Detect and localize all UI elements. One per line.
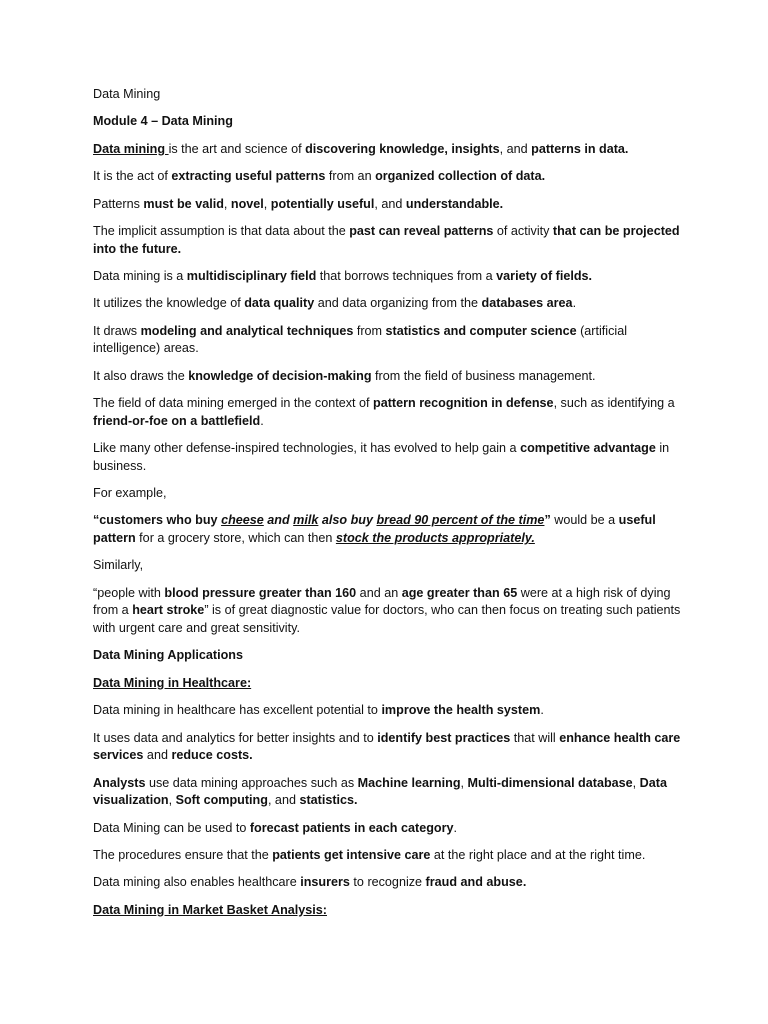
paragraph <box>93 168 683 186</box>
text-run: age greater than 65 <box>401 585 518 600</box>
paragraph <box>93 512 683 547</box>
paragraph <box>93 702 683 720</box>
text-run: , <box>168 793 176 808</box>
text-run: Data visualization <box>93 775 667 808</box>
text-run: It also draws the <box>93 368 189 383</box>
text-run: , <box>460 775 468 790</box>
text-run: . <box>260 413 264 428</box>
paragraph <box>93 874 683 892</box>
text-run: from <box>353 323 386 338</box>
paragraph <box>93 323 683 358</box>
paragraph <box>93 675 683 693</box>
paragraph <box>93 86 683 104</box>
text-run: that borrows techniques from a <box>316 268 497 283</box>
paragraph <box>93 268 683 286</box>
text-run: of activity <box>493 223 553 238</box>
text-run: in business. <box>93 441 670 473</box>
text-run: enhance health care services <box>93 730 681 763</box>
paragraph <box>93 485 683 503</box>
text-run: . <box>453 820 457 835</box>
paragraph <box>93 440 683 475</box>
text-run: Data Mining Applications <box>93 648 243 663</box>
text-run: understandable. <box>405 196 504 211</box>
text-run: , and <box>374 196 406 211</box>
text-run: useful pattern <box>93 513 656 546</box>
text-run: , such as identifying a <box>553 396 675 411</box>
text-run: discovering knowledge, insights <box>305 141 500 156</box>
text-run: bread 90 percent of the time <box>376 513 545 528</box>
text-run: databases area <box>481 296 573 311</box>
text-run: potentially useful <box>270 196 375 211</box>
text-run: It is the act of <box>93 169 172 184</box>
paragraph <box>93 141 683 159</box>
text-run: must be valid <box>143 196 224 211</box>
text-run: and <box>143 748 172 763</box>
text-run: Patterns <box>93 196 144 211</box>
text-run: friend-or-foe on a battlefield <box>93 413 261 428</box>
text-run: organized collection of data. <box>375 169 546 184</box>
text-run: Like many other defense-inspired technologies, it has evolved to help gain a <box>93 441 521 456</box>
text-run: fraud and abuse. <box>425 875 527 890</box>
paragraph <box>93 730 683 765</box>
text-run: heart stroke <box>132 603 205 618</box>
text-run: from an <box>325 169 376 184</box>
text-run: cheese <box>221 513 264 528</box>
text-run: and <box>263 513 294 528</box>
paragraph <box>93 223 683 258</box>
text-run: (artificial intelligence) areas. <box>93 323 627 356</box>
text-run: would be a <box>550 513 619 528</box>
paragraph <box>93 847 683 865</box>
text-run: modeling and analytical techniques <box>140 323 354 338</box>
text-run: It uses data and analytics for better insights and to <box>93 730 378 745</box>
text-run: use data mining approaches such as <box>145 775 358 790</box>
text-run: ” is of great diagnostic value for doctors, who can then focus on treating such patients with urgent care and great sensitivity. <box>93 603 681 636</box>
text-run: stock the products appropriately. <box>335 531 535 546</box>
text-run: Data Mining in Healthcare: <box>93 675 252 690</box>
text-run: to recognize <box>349 875 426 890</box>
text-run: Data mining <box>93 141 169 156</box>
text-run: , and <box>267 793 300 808</box>
text-run: statistics. <box>299 793 358 808</box>
text-run: patients get intensive care <box>272 847 431 862</box>
text-run: at the right place and at the right time. <box>430 847 646 862</box>
text-run: Data Mining <box>93 87 161 101</box>
text-run: “people with <box>93 585 165 600</box>
text-run: Multi-dimensional database <box>467 775 633 790</box>
paragraph <box>93 395 683 430</box>
text-run: . <box>540 703 544 718</box>
text-run: and data organizing from the <box>314 296 482 311</box>
text-run: For example, <box>93 486 167 501</box>
text-run: Soft computing <box>175 793 268 808</box>
text-run: It draws <box>93 323 141 338</box>
text-run: ” <box>544 513 551 528</box>
paragraph <box>93 295 683 313</box>
text-run: . <box>572 296 577 311</box>
text-run: reduce costs. <box>171 748 253 763</box>
text-run: Similarly, <box>93 558 144 573</box>
paragraph <box>93 647 683 665</box>
document-body <box>93 86 683 929</box>
text-run: past can reveal patterns <box>349 223 494 238</box>
text-run: It utilizes the knowledge of <box>93 296 245 311</box>
text-run: , <box>632 775 640 790</box>
text-run: variety of fields. <box>496 268 593 283</box>
text-run: extracting useful patterns <box>171 169 326 184</box>
text-run: blood pressure greater than 160 <box>164 585 357 600</box>
text-run: and an <box>356 585 402 600</box>
text-run: knowledge of decision-making <box>188 368 372 383</box>
text-run: The procedures ensure that the <box>93 847 273 862</box>
text-run: that can be projected into the future. <box>93 223 680 256</box>
text-run: milk <box>293 513 319 528</box>
paragraph <box>93 902 683 920</box>
text-run: statistics and computer science <box>385 323 577 338</box>
text-run: that will <box>510 730 560 745</box>
paragraph <box>93 368 683 386</box>
text-run: novel <box>230 196 264 211</box>
text-run: forecast patients in each category <box>249 820 454 835</box>
paragraph <box>93 585 683 638</box>
text-run: competitive advantage <box>520 441 656 456</box>
text-run: multidisciplinary field <box>186 268 317 283</box>
text-run: The implicit assumption is that data about the <box>93 223 350 238</box>
text-run: Analysts <box>93 775 146 790</box>
text-run: , <box>263 196 271 211</box>
text-run: Machine learning <box>357 775 461 790</box>
text-run: The field of data mining emerged in the context of <box>93 396 374 411</box>
text-run: is the art and science of <box>168 141 306 156</box>
paragraph <box>93 775 683 810</box>
text-run: , <box>223 196 231 211</box>
paragraph <box>93 196 683 214</box>
text-run: “customers who buy <box>93 513 222 528</box>
paragraph <box>93 113 683 131</box>
text-run: were at a high risk of dying from a <box>93 585 671 618</box>
text-run: Data mining in healthcare has excellent potential to <box>93 703 382 718</box>
text-run: Data mining is a <box>93 268 187 283</box>
text-run: Module 4 – Data Mining <box>93 114 233 129</box>
text-run: insurers <box>300 875 350 890</box>
text-run: for a grocery store, which can then <box>135 531 336 546</box>
text-run: also buy <box>318 513 377 528</box>
text-run: Data Mining can be used to <box>93 820 250 835</box>
text-run: , and <box>499 141 532 156</box>
text-run: patterns in data. <box>531 141 629 156</box>
paragraph <box>93 820 683 838</box>
text-run: identify best practices <box>377 730 511 745</box>
text-run: improve the health system <box>381 703 541 718</box>
text-run: Data Mining in Market Basket Analysis: <box>93 902 327 917</box>
paragraph <box>93 557 683 575</box>
text-run: pattern recognition in defense <box>373 396 554 411</box>
text-run: from the field of business management. <box>371 368 596 383</box>
text-run: data quality <box>244 296 315 311</box>
text-run: Data mining also enables healthcare <box>93 875 301 890</box>
